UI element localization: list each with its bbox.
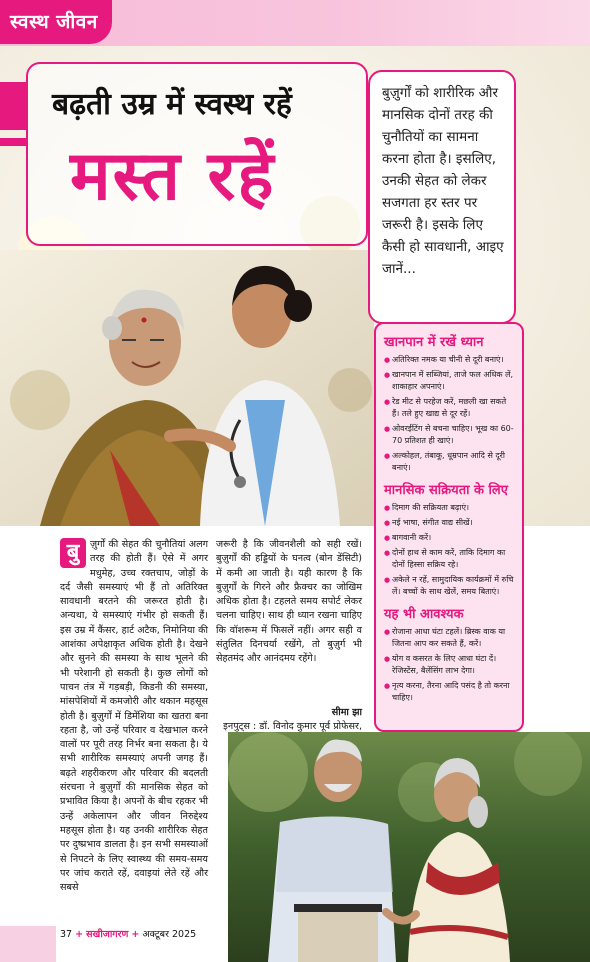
pink-corner-accent: [0, 926, 56, 962]
tip-item: ● रोजाना आधा घंटा टहलें। ब्रिस्क वाक या जितना आप कर सकते हैं, करें।: [384, 626, 516, 650]
tips-list: [384, 626, 516, 704]
tip-item: ● योग व कसरत के लिए आधा घंटा दें। रेजिस्टेंस, बैलेंसिंग लाभ देगा।: [384, 653, 516, 677]
tip-item: ● बागवानी करें।: [384, 532, 516, 544]
section-tag: स्वस्थ जीवन: [0, 0, 112, 44]
author-name: सीमा झा: [331, 707, 362, 718]
headline-highlight: मस्त रहें: [70, 136, 276, 216]
tips-box: [374, 322, 524, 732]
intro-blurb: बुज़ुर्गों को शारीरिक और मानसिक दोनों तरह की चुनौतियों का सामना करना होता है। इसलिए, उनकी सेहत को लेकर सजगता हर स्तर पर जरूरी है। इसके लिए कैसी हो सावधानी, आइए जानें...: [368, 70, 516, 324]
photo-elderly-woman-with-doctor: [0, 250, 374, 526]
headline: बढ़ती उम्र में स्वस्थ रहें: [52, 87, 292, 122]
pink-accent-bar: [0, 82, 28, 130]
photo-elderly-couple-walking: [228, 732, 590, 962]
tip-item: ● रेड मीट से परहेज करें, मछली खा सकते हैं। तले हुए खाद्य से दूर रहें।: [384, 396, 516, 420]
tip-item: ● दोनों हाथ से काम करें, ताकि दिमाग का दोनों हिस्सा सक्रिय रहे।: [384, 547, 516, 571]
tips-heading: खानपान में रखें ध्यान: [384, 335, 484, 350]
photo-illustration: [228, 732, 590, 962]
photo-illustration: [0, 250, 374, 526]
page-number: 37: [60, 929, 73, 940]
tip-item: ● नई भाषा, संगीत वाद्य सीखें।: [384, 517, 516, 529]
tip-item: ● नृत्य करना, तैरना आदि पसंद है तो करना चाहिए।: [384, 680, 516, 704]
tip-item: ● ओवरईटिंग से बचना चाहिए। भूख का 60-70 प्रतिशत ही खाएं।: [384, 423, 516, 447]
expert-inputs: इनपुट्स : डॉ. विनोद कुमार पूर्व प्रोफेसर,: [223, 721, 362, 732]
tip-item: ● अल्कोहल, तंबाकू, धूम्रपान आदि से दूरी बनाएं।: [384, 450, 516, 474]
body-column-1: [60, 538, 208, 895]
issue-date: अक्टूबर 2025: [142, 929, 197, 940]
tips-list: [384, 502, 516, 598]
tips-list: [384, 354, 516, 474]
page-folio: 37 + सखीजागरण + अक्टूबर 2025: [60, 929, 197, 940]
drop-cap: बु: [60, 538, 86, 568]
tip-item: ● अकेले न रहें, सामुदायिक कार्यक्रमों में रुचि लें। बच्चों के साथ खेलें, समय बिताएं।: [384, 574, 516, 598]
pink-accent-bar: [0, 138, 28, 146]
body-text: ज़ुर्गों की सेहत की चुनौतियां अलग तरह की होती हैं। ऐसे में अगर मधुमेह, उच्च रक्तचाप, जोड़ों के दर्द जैसी समस्याएं भी हैं तो अतिरिक्त सावधानी बरतने की जरूरत होती है। अन्यथा, ये समस्याएं गंभीर हो सकती हैं। इस उम्र में कैंसर, हार्ट अटैक, निमोनिया की आशंका अपेक्षाकृत अधिक होती है। देखने और सुनने की समस्या के साथ भूलने की भी परेशानी हो सकती है। कुछ लोगों को पाचन तंत्र में गड़बड़ी, किडनी की समस्या, मांसपेशियों में कमजोरी और थकान महसूस होती है। बुज़ुर्गों में डिमेंशिया का खतरा बना रहता है, जो उन्हें परिवार व देखभाल करने वालों पर पूरी तरह निर्भर बना सकता है। ये सभी शारीरिक समस्याएं अपनी जगह हैं। बढ़ते शहरीकरण और परिवार की बदलती संरचना ने बुज़ुर्गों की मानसिक सेहत को प्रभावित किया है। अपनों के बीच रहकर भी उन्हें अकेलापन और जीवन निरुद्देश्य महसूस होता है। यह उनकी शारीरिक सेहत पर दुष्प्रभाव डालता है। इन सभी समस्याओं से निपटने के लिए स्वास्थ्य की समय-समय पर जांच कराते रहें, दवाइयां लेते रहें और सबसे: [60, 539, 208, 894]
body-column-2: जरूरी है कि जीवनशैली को सही रखें। बुज़ुर्गों की हड्डियों के घनत्व (बोन डेंसिटी) में कमी आ जाती है। यही कारण है कि बुज़ुर्गों के गिरने और फ्रैक्चर का जोखिम अधिक होता है। टहलते समय सपोर्ट लेकर चलना चाहिए। साथ ही ध्यान रखना चाहिए कि वॉशरूम में फिसलें नहीं। अगर सही व संतुलित दिनचर्या रखेंगे, तो बुज़ुर्ग भी सेहतमंद और आनंदमय रहेंगे।: [216, 539, 362, 665]
tip-item: ● खानपान में सब्जियां, ताजे फल अधिक लें, शाकाहार अपनाएं।: [384, 369, 516, 393]
tip-item: ● अतिरिक्त नमक या चीनी से दूरी बनाएं।: [384, 354, 516, 366]
tips-heading: मानसिक सक्रियता के लिए: [384, 483, 508, 498]
magazine-name: सखीजागरण: [86, 929, 129, 940]
tips-heading: यह भी आवश्यक: [384, 607, 464, 622]
tip-item: ● दिमाग की सक्रियता बढ़ाएं।: [384, 502, 516, 514]
